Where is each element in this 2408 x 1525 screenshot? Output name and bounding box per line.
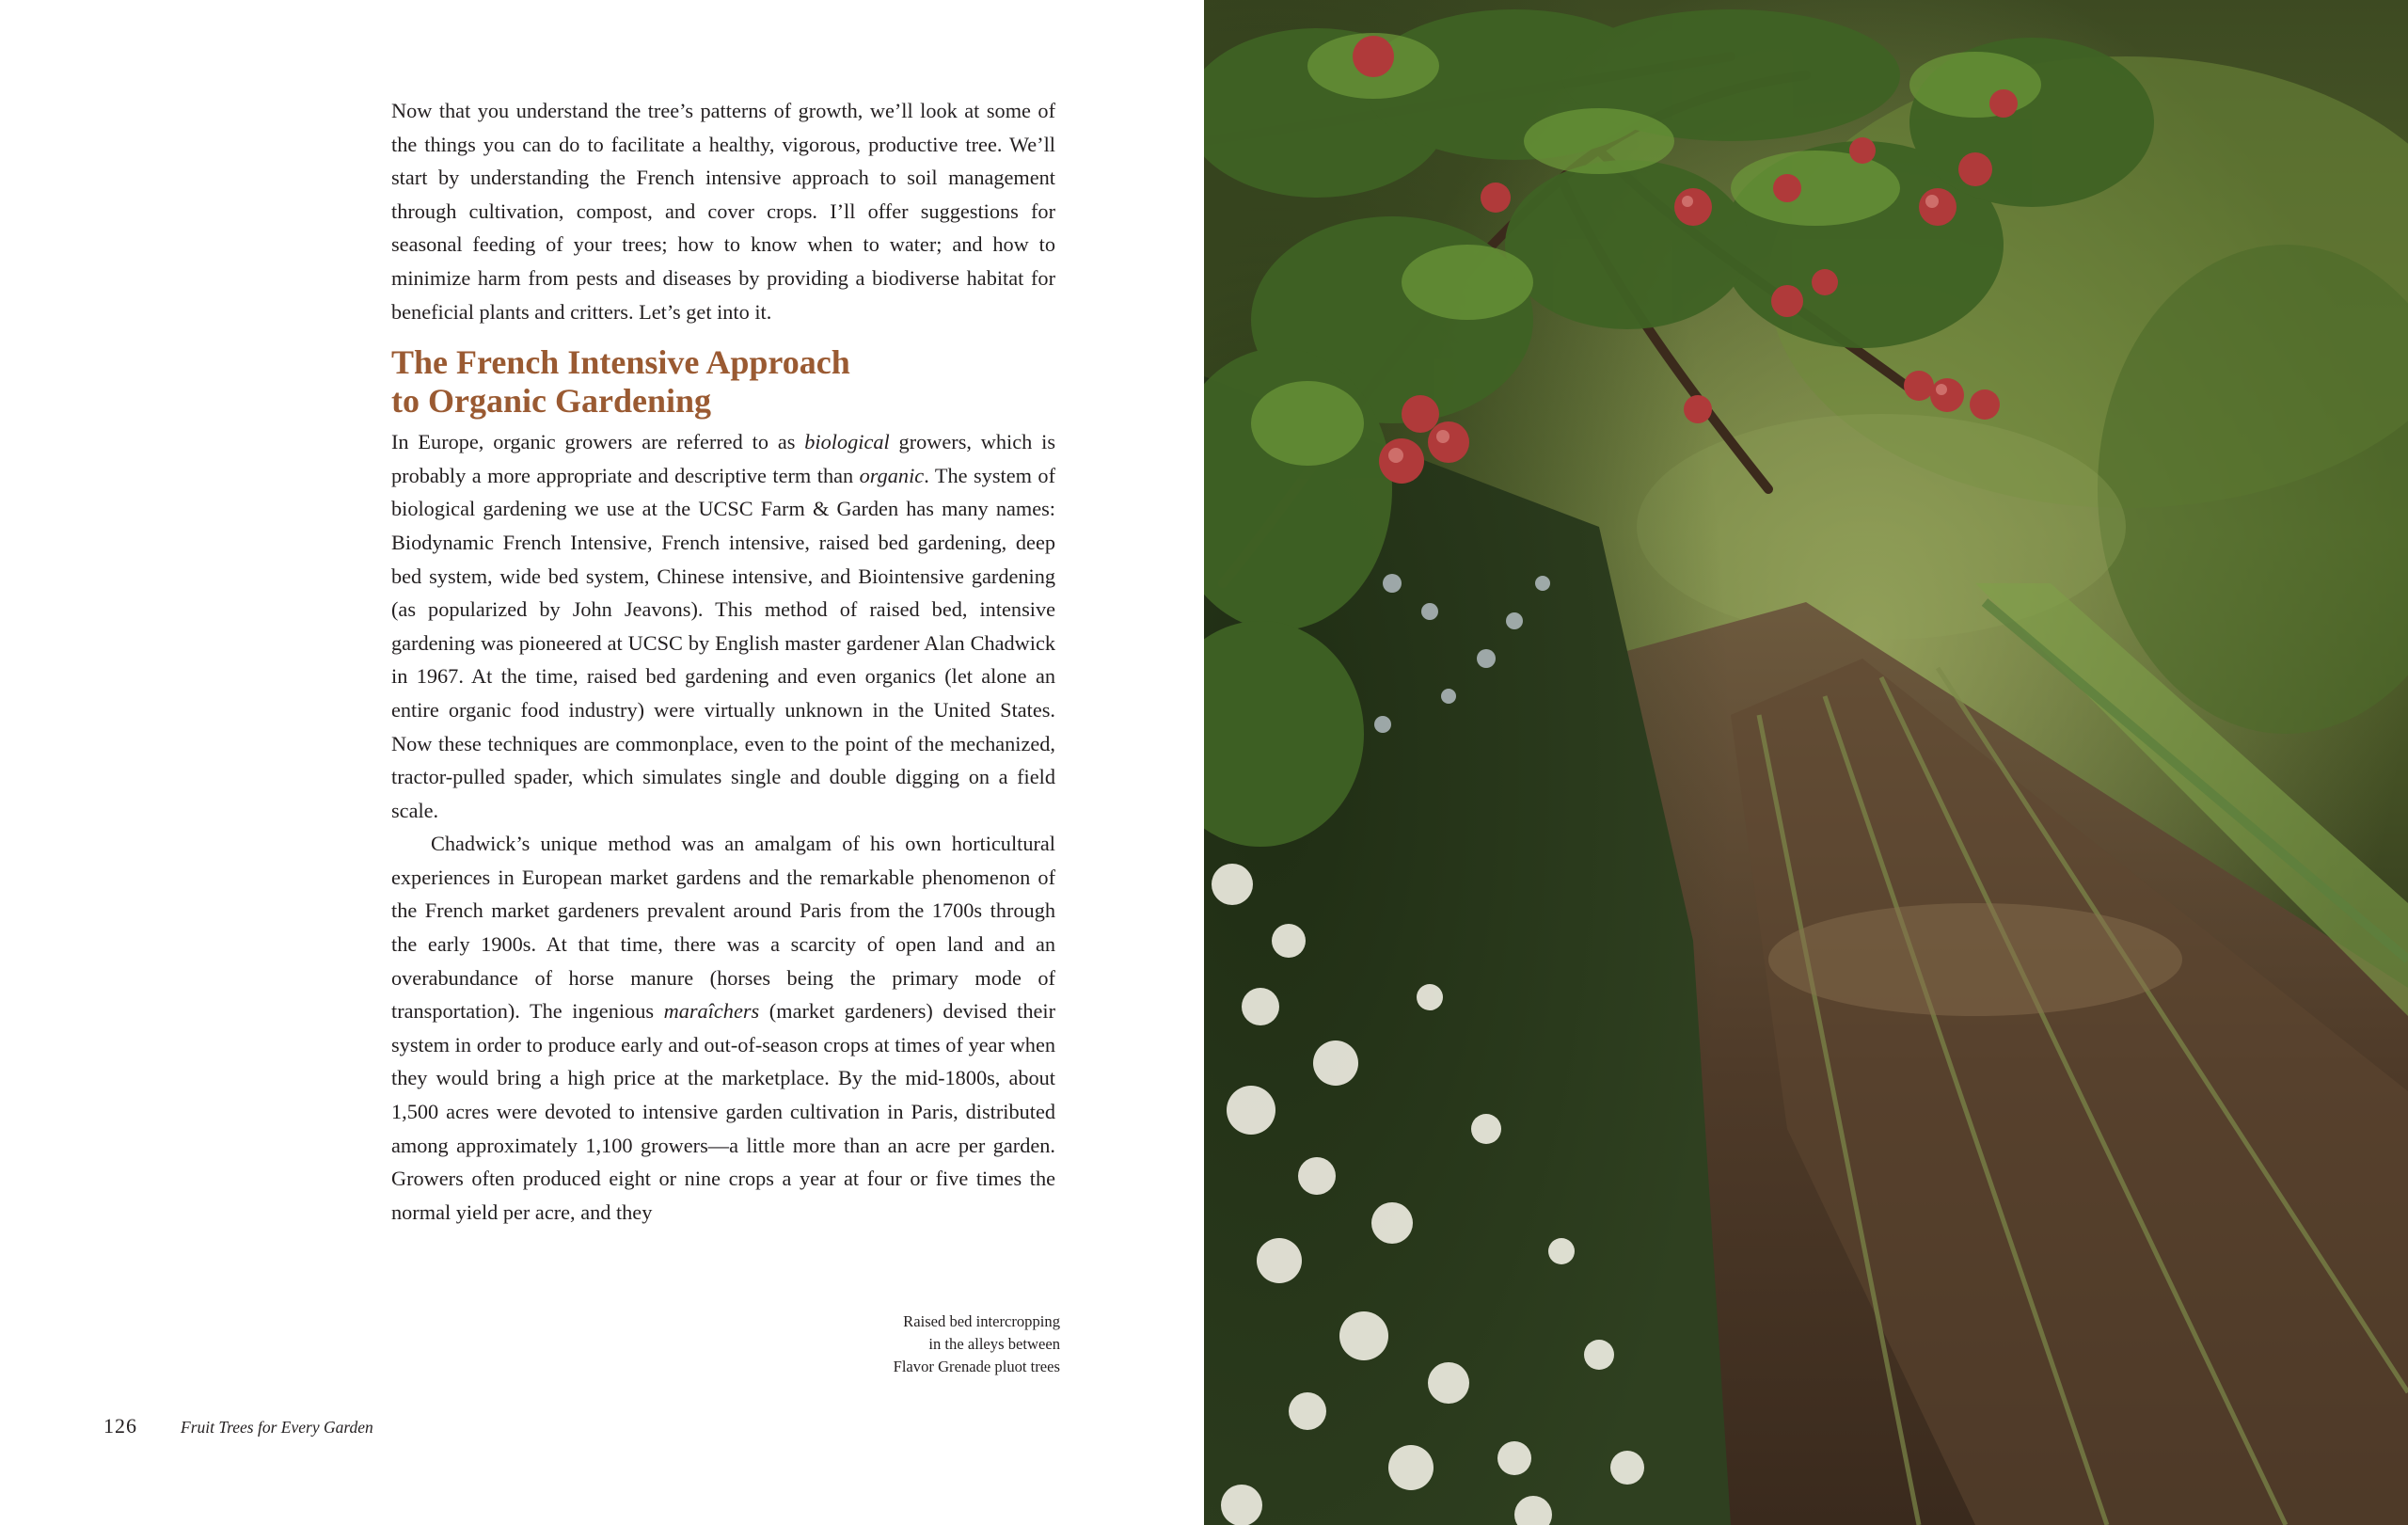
p1-emphasis-biological: biological xyxy=(804,430,890,454)
p2-emphasis-maraichers: maraîchers xyxy=(663,999,760,1024)
p2-text-b: (market gardeners) devised their system in order to produce early and out-of-season crops at times of year when they would bring a high price at the marketplace. By the mid-1800s, about 1,500 acres were devoted to intensive garden cultivation in Paris, distributed among approximately 1,100 growers—a little more than an acre per garden. Growers often produced eight or nine crops a year at four or five times the normal yield per acre, and they xyxy=(391,999,1056,1224)
p1-text-b: growers, which is probably a more appropriate and descriptive term than xyxy=(391,430,1056,487)
page-footer xyxy=(103,1414,373,1438)
caption-line-2: in the alleys between xyxy=(928,1335,1060,1353)
p1-text-a: In Europe, organic growers are referred to as xyxy=(391,430,805,454)
page-number: 126 xyxy=(103,1414,137,1438)
p1-emphasis-organic: organic xyxy=(859,463,925,487)
garden-photo xyxy=(1204,0,2408,1525)
caption-line-3: Flavor Grenade pluot trees xyxy=(893,1358,1060,1375)
intro-paragraph: Now that you understand the tree’s patterns of growth, we’ll look at some of the things you can do to facilitate a healthy, vigorous, productive tree. We’ll start by understanding the French intensive approach to soil management through cultivation, compost, and cover crops. I’ll offer suggestions for seasonal feeding of your trees; how to know when to water; and how to minimize harm from pests and diseases by providing a biodiverse habitat for beneficial plants and critters. Let’s get into it. xyxy=(391,99,1055,324)
garden-photo-illustration xyxy=(1204,0,2408,1525)
p2-text-a: Chadwick’s unique method was an amalgam of his own horticultural experiences in European market gardens and the remarkable phenomenon of the French market gardeners prevalent around Paris from the 1700s through the early 1900s. At that time, there was a scarcity of open land and an overabundance of horse manure (horses being the primary mode of transportation). The ingenious xyxy=(391,832,1055,1024)
paragraph-chadwick-method xyxy=(391,827,1055,1229)
body-text xyxy=(391,94,1055,1229)
caption-line-1: Raised bed intercropping xyxy=(903,1312,1060,1330)
section-heading xyxy=(391,343,1055,421)
p1-text-c: . The system of biological gardening we use at the UCSC Farm & Garden has many names: Biodynamic French Intensive, French intensive, raised bed gardening, deep bed system, wide bed system, Chinese intensive, and Biointensive gardening (as popularized by John Jeavons). This method of raised bed, intensive gardening was pioneered at UCSC by English master gardener Alan Chadwick in 1967. At the time, raised bed gardening and even organics (let alone an entire organic food industry) were virtually unknown in the United States. Now these techniques are commonplace, even to the point of the mechanized, tractor-pulled spader, which simulates single and double digging on a field scale. xyxy=(391,463,1055,822)
section-heading-line-2: to Organic Gardening xyxy=(391,382,711,421)
photo-caption xyxy=(734,1311,1060,1378)
paragraph-biological-gardening xyxy=(391,425,1055,827)
section-heading-line-1: The French Intensive Approach xyxy=(391,343,850,382)
running-title: Fruit Trees for Every Garden xyxy=(181,1418,373,1437)
